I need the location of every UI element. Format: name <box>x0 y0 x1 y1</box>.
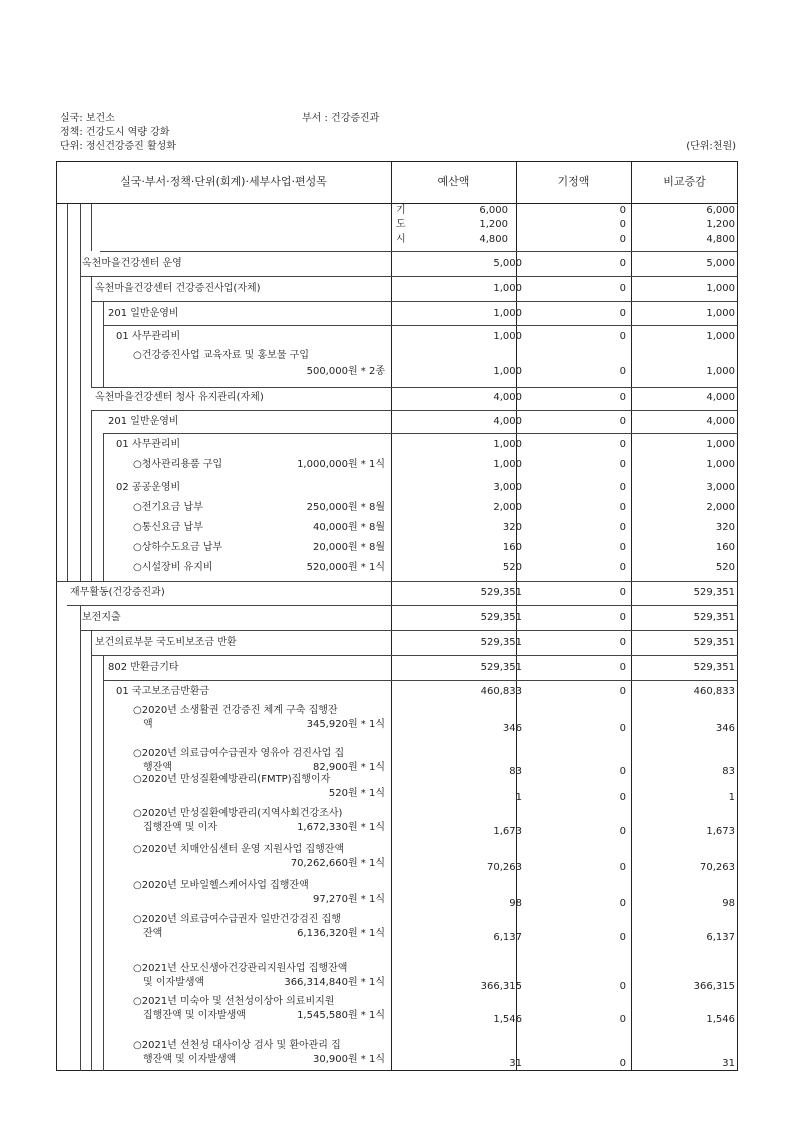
row-label: ○2021년 미숙아 및 선천성이상아 의료비지원 <box>133 996 335 1007</box>
cell-diff: 366,315 <box>693 981 735 992</box>
tree-guide <box>67 204 68 581</box>
cell-budget: 529,351 <box>480 662 522 673</box>
cell-existing: 0 <box>619 416 626 427</box>
cell-diff: 1,000 <box>706 331 735 342</box>
row-label-cont: 행잔액 <box>143 762 172 773</box>
cell-diff: 31 <box>722 1058 735 1069</box>
cell-budget: 31 <box>509 1058 522 1069</box>
row-calc: 520,000원 * 1식 <box>306 562 385 573</box>
tree-guide <box>91 630 92 1071</box>
unit-label: 단위: 정신건강증진 활성화 <box>60 141 176 152</box>
row-label-cont: 잔액 <box>143 928 163 939</box>
row-calc: 30,900원 * 1식 <box>312 1054 385 1065</box>
row-calc: 40,000원 * 8월 <box>312 522 385 533</box>
cell-diff: 3,000 <box>706 482 735 493</box>
row-label: ○전기요금 납부 <box>133 502 203 513</box>
cell-diff: 1,000 <box>706 283 735 294</box>
row-label: ○2020년 소생활권 건강증진 체계 구축 집행잔 <box>133 705 338 716</box>
row-label-cont: 집행잔액 및 이자 <box>143 822 217 833</box>
cell-budget: 4,800 <box>479 234 508 245</box>
row-label: 재무활동(건강증진과) <box>70 587 165 598</box>
cell-diff: 320 <box>715 522 735 533</box>
cell-existing: 0 <box>619 686 626 697</box>
cell-diff: 460,833 <box>693 686 735 697</box>
row-label: ○통신요금 납부 <box>133 522 203 533</box>
cell-diff: 346 <box>715 723 735 734</box>
row-label-cont: 집행잔액 및 이자발생액 <box>143 1010 246 1021</box>
row-calc: 20,000원 * 8월 <box>312 542 385 553</box>
cell-budget: 346 <box>502 723 522 734</box>
row-divider <box>100 251 738 252</box>
cell-diff: 4,800 <box>706 234 735 245</box>
row-label: ○2020년 치매안심센터 운영 지원사업 집행잔액 <box>133 844 345 855</box>
row-label: ○상하수도요금 납부 <box>133 542 223 553</box>
cell-budget: 1,200 <box>479 219 508 230</box>
cell-existing: 0 <box>619 542 626 553</box>
cell-budget: 1,000 <box>493 459 522 470</box>
cell-existing: 0 <box>619 219 626 230</box>
cell-existing: 0 <box>619 792 626 803</box>
col-header-name: 실국·부서·정책·단위(회계)·세부사업·편성목 <box>120 175 327 188</box>
cell-existing: 0 <box>619 662 626 673</box>
cell-existing: 0 <box>619 331 626 342</box>
dept-label: 부서 : 건강증진과 <box>302 113 380 124</box>
row-label: 01 국고보조금반환금 <box>116 686 210 697</box>
cell-existing: 0 <box>619 439 626 450</box>
cell-diff: 4,000 <box>706 392 735 403</box>
cell-budget: 529,351 <box>480 637 522 648</box>
row-label-cont: 및 이자발생액 <box>143 977 205 988</box>
row-divider <box>80 276 738 277</box>
cell-diff: 6,137 <box>706 932 735 943</box>
row-label: 01 사무관리비 <box>116 331 181 342</box>
cell-existing: 0 <box>619 898 626 909</box>
cell-existing: 0 <box>619 1014 626 1025</box>
cell-existing: 0 <box>619 932 626 943</box>
cell-budget: 1,546 <box>493 1014 522 1025</box>
source-label: 기 <box>396 205 406 216</box>
cell-budget: 1,000 <box>493 366 522 377</box>
cell-budget: 529,351 <box>480 612 522 623</box>
row-calc: 250,000원 * 8월 <box>306 502 385 513</box>
row-label: ○청사관리용품 구입 <box>133 459 223 470</box>
row-calc: 1,000,000원 * 1식 <box>297 459 385 470</box>
cell-budget: 366,315 <box>480 981 522 992</box>
row-label: 201 일반운영비 <box>108 308 179 319</box>
tree-guide <box>80 605 81 1071</box>
column-divider <box>391 161 392 1071</box>
cell-diff: 529,351 <box>693 612 735 623</box>
cell-existing: 0 <box>619 258 626 269</box>
cell-budget: 160 <box>502 542 522 553</box>
row-calc: 520원 * 1식 <box>328 788 385 799</box>
cell-existing: 0 <box>619 637 626 648</box>
col-header-diff: 비교증감 <box>663 175 706 188</box>
cell-diff: 70,263 <box>700 862 735 873</box>
cell-diff: 1,000 <box>706 439 735 450</box>
row-label-cont: 액 <box>143 719 153 730</box>
tree-guide <box>80 204 81 581</box>
row-calc: 97,270원 * 1식 <box>312 894 385 905</box>
row-label: 802 반환금기타 <box>108 662 179 673</box>
cell-existing: 0 <box>619 562 626 573</box>
row-label: 옥천마을건강센터 청사 유지관리(자체) <box>95 392 264 403</box>
cell-budget: 460,833 <box>480 686 522 697</box>
cell-budget: 1,000 <box>493 331 522 342</box>
source-label: 도 <box>396 219 406 230</box>
cell-diff: 529,351 <box>693 662 735 673</box>
cell-budget: 3,000 <box>493 482 522 493</box>
cell-diff: 1,000 <box>706 459 735 470</box>
row-label: ○2021년 선천성 대사이상 검사 및 환아관리 집 <box>133 1040 341 1051</box>
cell-diff: 2,000 <box>706 502 735 513</box>
cell-budget: 529,351 <box>480 587 522 598</box>
cell-diff: 83 <box>722 766 735 777</box>
row-label: ○2021년 산모신생아건강관리지원사업 집행잔액 <box>133 963 348 974</box>
cell-diff: 529,351 <box>693 587 735 598</box>
cell-diff: 4,000 <box>706 416 735 427</box>
row-calc: 6,136,320원 * 1식 <box>297 928 385 939</box>
cell-existing: 0 <box>619 205 626 216</box>
policy-label: 정책: 건강도시 역량 강화 <box>60 127 170 138</box>
row-divider <box>80 630 738 631</box>
cell-budget: 5,000 <box>493 258 522 269</box>
row-divider <box>67 605 738 606</box>
row-calc: 500,000원 * 2종 <box>306 366 385 377</box>
row-label: 201 일반운영비 <box>108 416 179 427</box>
cell-existing: 0 <box>619 366 626 377</box>
row-label: ○2020년 만성질환예방관리(지역사회건강조사) <box>133 808 343 819</box>
row-divider <box>91 410 738 411</box>
cell-budget: 6,000 <box>479 205 508 216</box>
row-label: 옥천마을건강센터 건강증진사업(자체) <box>95 283 261 294</box>
cell-existing: 0 <box>619 522 626 533</box>
cell-budget: 70,263 <box>487 862 522 873</box>
office-label: 실국: 보건소 <box>60 113 115 124</box>
row-divider <box>91 387 738 388</box>
cell-budget: 1,000 <box>493 283 522 294</box>
row-label: 01 사무관리비 <box>116 439 181 450</box>
row-divider <box>103 680 738 681</box>
cell-diff: 1,673 <box>706 826 735 837</box>
cell-existing: 0 <box>619 308 626 319</box>
cell-budget: 1 <box>515 792 522 803</box>
row-divider <box>103 325 738 326</box>
row-label-cont: 행잔액 및 이자발생액 <box>143 1054 237 1065</box>
cell-diff: 1,000 <box>706 366 735 377</box>
cell-existing: 0 <box>619 862 626 873</box>
cell-budget: 520 <box>502 562 522 573</box>
row-label: ○시설장비 유지비 <box>133 562 213 573</box>
cell-diff: 5,000 <box>706 258 735 269</box>
row-label: 보건의료부문 국도비보조금 반환 <box>95 637 237 648</box>
cell-diff: 6,000 <box>706 205 735 216</box>
row-calc: 366,314,840원 * 1식 <box>284 977 385 988</box>
cell-budget: 1,000 <box>493 308 522 319</box>
cell-existing: 0 <box>619 392 626 403</box>
col-header-budget: 예산액 <box>437 175 470 188</box>
tree-guide <box>103 433 104 581</box>
unit-note: (단위:천원) <box>686 141 736 152</box>
row-label: ○2020년 만성질환예방관리(FMTP)집행이자 <box>133 774 331 785</box>
cell-diff: 1,200 <box>706 219 735 230</box>
row-divider <box>56 581 738 582</box>
cell-budget: 320 <box>502 522 522 533</box>
cell-existing: 0 <box>619 766 626 777</box>
cell-existing: 0 <box>619 283 626 294</box>
cell-existing: 0 <box>619 234 626 245</box>
cell-budget: 1,673 <box>493 826 522 837</box>
tree-guide <box>91 204 92 251</box>
cell-budget: 4,000 <box>493 416 522 427</box>
col-header-existing: 기정액 <box>557 175 590 188</box>
row-label: 보전지출 <box>82 612 121 623</box>
cell-existing: 0 <box>619 482 626 493</box>
cell-existing: 0 <box>619 1058 626 1069</box>
row-divider <box>91 301 738 302</box>
cell-existing: 0 <box>619 612 626 623</box>
cell-existing: 0 <box>619 587 626 598</box>
row-calc: 1,545,580원 * 1식 <box>297 1010 385 1021</box>
cell-existing: 0 <box>619 502 626 513</box>
row-label: ○2020년 모바일헬스케어사업 집행잔액 <box>133 880 309 891</box>
row-calc: 70,262,660원 * 1식 <box>290 858 385 869</box>
tree-guide <box>103 655 104 1071</box>
cell-diff: 160 <box>715 542 735 553</box>
cell-budget: 1,000 <box>493 439 522 450</box>
cell-existing: 0 <box>619 459 626 470</box>
row-divider <box>91 655 738 656</box>
row-label: ○2020년 의료급여수급권자 일반건강검진 집행 <box>133 914 341 925</box>
row-divider <box>103 433 738 434</box>
cell-existing: 0 <box>619 826 626 837</box>
cell-budget: 2,000 <box>493 502 522 513</box>
row-label: 02 공공운영비 <box>116 482 181 493</box>
row-label: ○건강증진사업 교육자료 및 홍보물 구입 <box>133 350 310 361</box>
cell-diff: 520 <box>715 562 735 573</box>
tree-guide <box>91 410 92 581</box>
row-label: ○2020년 의료급여수급권자 영유아 검진사업 집 <box>133 748 345 759</box>
tree-guide <box>103 301 104 387</box>
table-header <box>56 161 738 204</box>
cell-diff: 1 <box>728 792 735 803</box>
cell-diff: 1,546 <box>706 1014 735 1025</box>
cell-budget: 83 <box>509 766 522 777</box>
cell-diff: 98 <box>722 898 735 909</box>
cell-existing: 0 <box>619 723 626 734</box>
cell-budget: 98 <box>509 898 522 909</box>
cell-budget: 4,000 <box>493 392 522 403</box>
tree-guide <box>91 276 92 387</box>
cell-existing: 0 <box>619 981 626 992</box>
row-calc: 1,672,330원 * 1식 <box>297 822 385 833</box>
row-calc: 82,900원 * 1식 <box>312 762 385 773</box>
row-label: 옥천마을건강센터 운영 <box>82 258 182 269</box>
cell-diff: 1,000 <box>706 308 735 319</box>
cell-diff: 529,351 <box>693 637 735 648</box>
cell-budget: 6,137 <box>493 932 522 943</box>
row-calc: 345,920원 * 1식 <box>306 719 385 730</box>
source-label: 시 <box>396 234 406 245</box>
